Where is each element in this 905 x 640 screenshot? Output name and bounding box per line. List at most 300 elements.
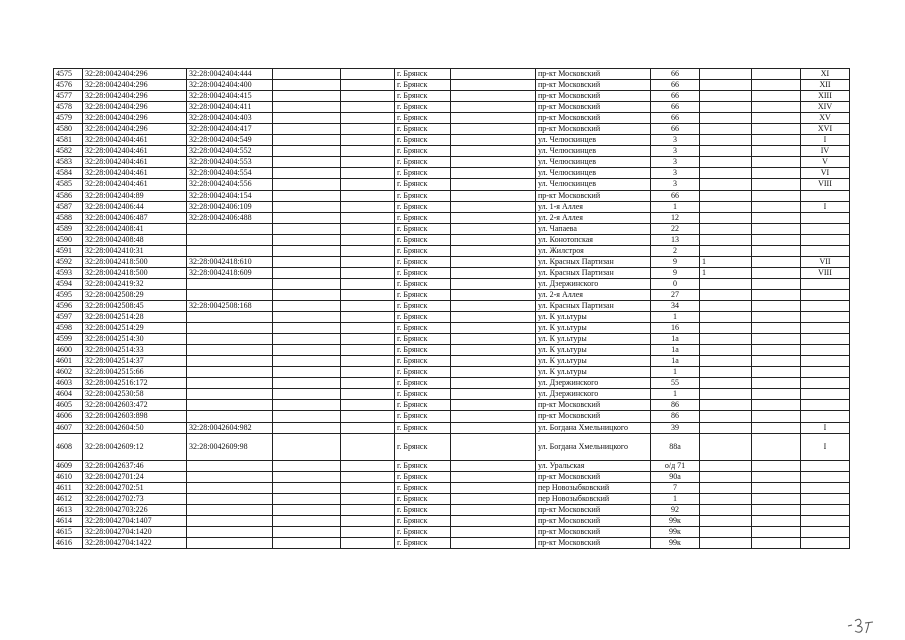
table-row xyxy=(54,433,850,460)
table-row xyxy=(54,312,850,323)
cell-col5 xyxy=(341,526,395,537)
cell-col11 xyxy=(752,411,801,422)
cell-col5 xyxy=(341,69,395,80)
cell-street: пр-кт Московский xyxy=(536,537,651,548)
cell-city: г. Брянск xyxy=(395,389,451,400)
cell-cadastral-parcel: 32:28:0042603:898 xyxy=(83,411,187,422)
cell-col10 xyxy=(700,300,752,311)
cell-house: 3 xyxy=(651,157,700,168)
cell-col4 xyxy=(273,80,341,91)
cell-cadastral-parcel: 32:28:0042603:472 xyxy=(83,400,187,411)
table-row xyxy=(54,80,850,91)
cell-house: 1а xyxy=(651,334,700,345)
cell-col7 xyxy=(451,471,536,482)
cell-col7 xyxy=(451,537,536,548)
cell-col4 xyxy=(273,135,341,146)
cell-street: ул. Красных Партизан xyxy=(536,267,651,278)
cell-cadastral-building xyxy=(187,378,273,389)
cell-cadastral-building: 32:28:0042404:417 xyxy=(187,124,273,135)
cell-house: о/д 71 xyxy=(651,460,700,471)
cell-house: 92 xyxy=(651,504,700,515)
cell-street: пр-кт Московский xyxy=(536,113,651,124)
cell-col11 xyxy=(752,124,801,135)
cell-col10 xyxy=(700,113,752,124)
cell-cadastral-building xyxy=(187,537,273,548)
table-row xyxy=(54,526,850,537)
cell-col4 xyxy=(273,433,341,460)
cell-cadastral-parcel: 32:28:0042404:296 xyxy=(83,124,187,135)
cell-col4 xyxy=(273,345,341,356)
table-row xyxy=(54,278,850,289)
cell-cadastral-building xyxy=(187,234,273,245)
cell-apartment: I xyxy=(801,201,850,212)
cell-cadastral-parcel: 32:28:0042702:51 xyxy=(83,482,187,493)
cell-col10 xyxy=(700,168,752,179)
cell-col7 xyxy=(451,124,536,135)
cell-col10 xyxy=(700,389,752,400)
cell-house: 27 xyxy=(651,289,700,300)
cell-city: г. Брянск xyxy=(395,345,451,356)
cell-col11 xyxy=(752,334,801,345)
cell-house: 99к xyxy=(651,537,700,548)
cell-cadastral-parcel: 32:28:0042406:44 xyxy=(83,201,187,212)
cell-col7 xyxy=(451,378,536,389)
cell-col10 xyxy=(700,504,752,515)
cell-apartment xyxy=(801,223,850,234)
cell-house: 1 xyxy=(651,389,700,400)
cell-col11 xyxy=(752,433,801,460)
cell-city: г. Брянск xyxy=(395,91,451,102)
cell-row-no: 4606 xyxy=(54,411,83,422)
cell-cadastral-parcel: 32:28:0042406:487 xyxy=(83,212,187,223)
cell-street: ул. Челюскинцев xyxy=(536,168,651,179)
cell-cadastral-building xyxy=(187,493,273,504)
cell-city: г. Брянск xyxy=(395,168,451,179)
cell-col11 xyxy=(752,245,801,256)
cell-col4 xyxy=(273,323,341,334)
cell-apartment xyxy=(801,482,850,493)
cell-house: 1а xyxy=(651,345,700,356)
cell-apartment: VI xyxy=(801,168,850,179)
cell-col7 xyxy=(451,422,536,433)
cell-row-no: 4576 xyxy=(54,80,83,91)
cell-city: г. Брянск xyxy=(395,278,451,289)
cell-row-no: 4610 xyxy=(54,471,83,482)
cell-col5 xyxy=(341,157,395,168)
cell-cadastral-building: 32:28:0042418:610 xyxy=(187,256,273,267)
cell-cadastral-parcel: 32:28:0042404:296 xyxy=(83,102,187,113)
cell-col4 xyxy=(273,256,341,267)
cell-city: г. Брянск xyxy=(395,504,451,515)
cell-cadastral-parcel: 32:28:0042404:296 xyxy=(83,113,187,124)
cell-cadastral-parcel: 32:28:0042508:29 xyxy=(83,289,187,300)
cell-col11 xyxy=(752,367,801,378)
cell-cadastral-building: 32:28:0042404:415 xyxy=(187,91,273,102)
cell-row-no: 4590 xyxy=(54,234,83,245)
cell-col7 xyxy=(451,482,536,493)
cell-city: г. Брянск xyxy=(395,422,451,433)
table-row xyxy=(54,411,850,422)
cell-house: 1 xyxy=(651,312,700,323)
cell-col10 xyxy=(700,334,752,345)
cell-col11 xyxy=(752,113,801,124)
cell-cadastral-parcel: 32:28:0042514:28 xyxy=(83,312,187,323)
cell-col5 xyxy=(341,537,395,548)
cell-street: ул. Челюскинцев xyxy=(536,179,651,190)
cell-col10 xyxy=(700,179,752,190)
cell-col7 xyxy=(451,212,536,223)
cell-cadastral-building: 32:28:0042508:168 xyxy=(187,300,273,311)
cell-city: г. Брянск xyxy=(395,201,451,212)
cell-apartment: XIII xyxy=(801,91,850,102)
cell-col5 xyxy=(341,345,395,356)
cell-row-no: 4587 xyxy=(54,201,83,212)
cell-col7 xyxy=(451,113,536,124)
cell-row-no: 4583 xyxy=(54,157,83,168)
cell-col4 xyxy=(273,471,341,482)
cell-col10 xyxy=(700,471,752,482)
cell-city: г. Брянск xyxy=(395,515,451,526)
cell-house: 66 xyxy=(651,69,700,80)
table-row xyxy=(54,256,850,267)
cell-col5 xyxy=(341,471,395,482)
cell-col11 xyxy=(752,168,801,179)
cell-col11 xyxy=(752,323,801,334)
cell-street: ул. К ул.ьтуры xyxy=(536,345,651,356)
cell-col5 xyxy=(341,289,395,300)
cell-street: пер Новозыбковский xyxy=(536,493,651,504)
handwritten-page-mark xyxy=(846,614,876,636)
cell-cadastral-building: 32:28:0042609:98 xyxy=(187,433,273,460)
cell-col11 xyxy=(752,201,801,212)
cell-col10 xyxy=(700,515,752,526)
cell-col7 xyxy=(451,245,536,256)
cell-col4 xyxy=(273,157,341,168)
cell-col5 xyxy=(341,323,395,334)
cell-city: г. Брянск xyxy=(395,323,451,334)
cell-col7 xyxy=(451,312,536,323)
cell-row-no: 4586 xyxy=(54,190,83,201)
cell-apartment xyxy=(801,300,850,311)
cell-row-no: 4597 xyxy=(54,312,83,323)
cell-row-no: 4599 xyxy=(54,334,83,345)
cell-col7 xyxy=(451,504,536,515)
cell-city: г. Брянск xyxy=(395,537,451,548)
cell-street: ул. Конотопская xyxy=(536,234,651,245)
cell-col4 xyxy=(273,201,341,212)
cell-col4 xyxy=(273,168,341,179)
cell-col5 xyxy=(341,124,395,135)
cell-col11 xyxy=(752,526,801,537)
cell-street: ул. К ул.ьтуры xyxy=(536,367,651,378)
cell-col10 xyxy=(700,323,752,334)
cell-col7 xyxy=(451,323,536,334)
cell-cadastral-parcel: 32:28:0042704:1420 xyxy=(83,526,187,537)
cell-street: ул. Дзержинского xyxy=(536,389,651,400)
cell-col11 xyxy=(752,378,801,389)
cell-city: г. Брянск xyxy=(395,234,451,245)
cell-cadastral-parcel: 32:28:0042516:172 xyxy=(83,378,187,389)
cell-col4 xyxy=(273,113,341,124)
cell-cadastral-building xyxy=(187,460,273,471)
cell-col11 xyxy=(752,389,801,400)
cell-col4 xyxy=(273,289,341,300)
cell-col5 xyxy=(341,356,395,367)
cell-apartment: XVI xyxy=(801,124,850,135)
table-row xyxy=(54,168,850,179)
cell-col10 xyxy=(700,190,752,201)
cell-col10: 1 xyxy=(700,256,752,267)
cell-col10 xyxy=(700,201,752,212)
cell-apartment: I xyxy=(801,422,850,433)
cell-cadastral-building xyxy=(187,389,273,400)
cell-city: г. Брянск xyxy=(395,300,451,311)
cell-cadastral-building: 32:28:0042404:553 xyxy=(187,157,273,168)
cell-col11 xyxy=(752,190,801,201)
table-row xyxy=(54,113,850,124)
cell-col7 xyxy=(451,515,536,526)
cell-col5 xyxy=(341,312,395,323)
cell-row-no: 4585 xyxy=(54,179,83,190)
cell-col11 xyxy=(752,537,801,548)
cell-col4 xyxy=(273,389,341,400)
cell-street: пр-кт Московский xyxy=(536,190,651,201)
cell-city: г. Брянск xyxy=(395,356,451,367)
cell-col11 xyxy=(752,289,801,300)
cell-col10 xyxy=(700,493,752,504)
cell-row-no: 4582 xyxy=(54,146,83,157)
cell-col7 xyxy=(451,234,536,245)
cell-col5 xyxy=(341,245,395,256)
cell-col10 xyxy=(700,212,752,223)
cell-col4 xyxy=(273,102,341,113)
cell-cadastral-parcel: 32:28:0042408:41 xyxy=(83,223,187,234)
cell-col11 xyxy=(752,471,801,482)
cell-cadastral-building xyxy=(187,356,273,367)
cell-city: г. Брянск xyxy=(395,190,451,201)
cell-cadastral-parcel: 32:28:0042703:226 xyxy=(83,504,187,515)
table-row xyxy=(54,146,850,157)
cell-col7 xyxy=(451,289,536,300)
cell-city: г. Брянск xyxy=(395,267,451,278)
cell-row-no: 4592 xyxy=(54,256,83,267)
cell-cadastral-parcel: 32:28:0042609:12 xyxy=(83,433,187,460)
cell-cadastral-building xyxy=(187,334,273,345)
cell-col10 xyxy=(700,278,752,289)
cell-street: пр-кт Московский xyxy=(536,80,651,91)
cell-cadastral-building: 32:28:0042404:556 xyxy=(187,179,273,190)
cell-col5 xyxy=(341,80,395,91)
cell-cadastral-building xyxy=(187,482,273,493)
cell-row-no: 4584 xyxy=(54,168,83,179)
cell-col10 xyxy=(700,526,752,537)
cell-house: 66 xyxy=(651,80,700,91)
cell-row-no: 4612 xyxy=(54,493,83,504)
cell-house: 1 xyxy=(651,201,700,212)
cell-apartment: XV xyxy=(801,113,850,124)
cell-col10 xyxy=(700,460,752,471)
cell-house: 66 xyxy=(651,113,700,124)
cell-apartment: XI xyxy=(801,69,850,80)
cell-col5 xyxy=(341,267,395,278)
cell-street: ул. Красных Партизан xyxy=(536,300,651,311)
cell-col4 xyxy=(273,356,341,367)
table-row xyxy=(54,422,850,433)
cell-cadastral-parcel: 32:28:0042404:461 xyxy=(83,135,187,146)
cell-row-no: 4575 xyxy=(54,69,83,80)
cell-col10 xyxy=(700,157,752,168)
cell-cadastral-building xyxy=(187,411,273,422)
cell-col5 xyxy=(341,179,395,190)
cell-col10 xyxy=(700,146,752,157)
cell-col5 xyxy=(341,411,395,422)
table-row xyxy=(54,245,850,256)
cell-col10 xyxy=(700,482,752,493)
cell-col10 xyxy=(700,356,752,367)
cell-street: пр-кт Московский xyxy=(536,515,651,526)
table-row xyxy=(54,367,850,378)
cell-col10 xyxy=(700,289,752,300)
cell-apartment xyxy=(801,504,850,515)
cell-col4 xyxy=(273,124,341,135)
cell-cadastral-building: 32:28:0042404:403 xyxy=(187,113,273,124)
table-row xyxy=(54,378,850,389)
cell-city: г. Брянск xyxy=(395,433,451,460)
table-row xyxy=(54,91,850,102)
cell-cadastral-parcel: 32:28:0042404:461 xyxy=(83,179,187,190)
cell-apartment xyxy=(801,356,850,367)
cell-col11 xyxy=(752,300,801,311)
cell-street: ул. Уральская xyxy=(536,460,651,471)
cell-street: ул. 1-я Аллея xyxy=(536,201,651,212)
cell-col10 xyxy=(700,69,752,80)
cell-apartment: I xyxy=(801,433,850,460)
cell-col4 xyxy=(273,91,341,102)
cell-col7 xyxy=(451,433,536,460)
table-row xyxy=(54,356,850,367)
cell-row-no: 4595 xyxy=(54,289,83,300)
table-row xyxy=(54,389,850,400)
cell-apartment: V xyxy=(801,157,850,168)
cell-house: 3 xyxy=(651,168,700,179)
cell-col10 xyxy=(700,367,752,378)
cell-house: 12 xyxy=(651,212,700,223)
table-row xyxy=(54,267,850,278)
cell-cadastral-building: 32:28:0042406:109 xyxy=(187,201,273,212)
cell-house: 9 xyxy=(651,267,700,278)
cell-row-no: 4605 xyxy=(54,400,83,411)
cell-apartment xyxy=(801,493,850,504)
cell-cadastral-parcel: 32:28:0042418:500 xyxy=(83,256,187,267)
cell-cadastral-building: 32:28:0042404:411 xyxy=(187,102,273,113)
cell-col5 xyxy=(341,400,395,411)
cell-row-no: 4604 xyxy=(54,389,83,400)
cell-col7 xyxy=(451,80,536,91)
cell-apartment: I xyxy=(801,135,850,146)
cell-col4 xyxy=(273,190,341,201)
cell-city: г. Брянск xyxy=(395,460,451,471)
cell-cadastral-parcel: 32:28:0042418:500 xyxy=(83,267,187,278)
cell-city: г. Брянск xyxy=(395,493,451,504)
cell-city: г. Брянск xyxy=(395,124,451,135)
cell-cadastral-parcel: 32:28:0042514:33 xyxy=(83,345,187,356)
cell-col5 xyxy=(341,378,395,389)
cell-apartment xyxy=(801,245,850,256)
cell-col4 xyxy=(273,278,341,289)
cell-col4 xyxy=(273,179,341,190)
cell-cadastral-building: 32:28:0042418:609 xyxy=(187,267,273,278)
cell-col10 xyxy=(700,245,752,256)
cell-street: ул. 2-я Аллея xyxy=(536,289,651,300)
cell-col4 xyxy=(273,267,341,278)
cell-col11 xyxy=(752,146,801,157)
cell-city: г. Брянск xyxy=(395,80,451,91)
cell-apartment xyxy=(801,537,850,548)
cell-apartment xyxy=(801,334,850,345)
cell-street: пр-кт Московский xyxy=(536,526,651,537)
cell-cadastral-building xyxy=(187,223,273,234)
cell-col5 xyxy=(341,515,395,526)
cell-city: г. Брянск xyxy=(395,334,451,345)
cell-cadastral-parcel: 32:28:0042404:296 xyxy=(83,69,187,80)
cell-row-no: 4580 xyxy=(54,124,83,135)
table-row xyxy=(54,102,850,113)
cell-city: г. Брянск xyxy=(395,482,451,493)
cell-col7 xyxy=(451,400,536,411)
cell-apartment xyxy=(801,460,850,471)
cell-col11 xyxy=(752,102,801,113)
cell-col4 xyxy=(273,460,341,471)
cell-col7 xyxy=(451,334,536,345)
cell-col11 xyxy=(752,267,801,278)
cell-apartment xyxy=(801,190,850,201)
cell-row-no: 4579 xyxy=(54,113,83,124)
cell-col4 xyxy=(273,504,341,515)
cell-street: пр-кт Московский xyxy=(536,411,651,422)
cell-house: 86 xyxy=(651,400,700,411)
cell-col4 xyxy=(273,245,341,256)
cell-col5 xyxy=(341,91,395,102)
cell-cadastral-parcel: 32:28:0042515:66 xyxy=(83,367,187,378)
cell-col5 xyxy=(341,278,395,289)
cell-col10 xyxy=(700,400,752,411)
cell-cadastral-building xyxy=(187,400,273,411)
cell-city: г. Брянск xyxy=(395,135,451,146)
cell-street: пр-кт Московский xyxy=(536,504,651,515)
cell-cadastral-parcel: 32:28:0042514:29 xyxy=(83,323,187,334)
cell-col4 xyxy=(273,411,341,422)
cell-row-no: 4615 xyxy=(54,526,83,537)
cell-col4 xyxy=(273,223,341,234)
cell-col11 xyxy=(752,356,801,367)
table-row xyxy=(54,537,850,548)
cell-city: г. Брянск xyxy=(395,212,451,223)
cell-col5 xyxy=(341,190,395,201)
cell-col10 xyxy=(700,223,752,234)
cell-col11 xyxy=(752,234,801,245)
table-row xyxy=(54,504,850,515)
cell-city: г. Брянск xyxy=(395,223,451,234)
cell-cadastral-parcel: 32:28:0042404:296 xyxy=(83,80,187,91)
cell-city: г. Брянск xyxy=(395,400,451,411)
cell-col4 xyxy=(273,367,341,378)
cell-apartment xyxy=(801,515,850,526)
cell-col11 xyxy=(752,400,801,411)
cell-row-no: 4603 xyxy=(54,378,83,389)
cell-house: 99к xyxy=(651,515,700,526)
cell-cadastral-parcel: 32:28:0042702:73 xyxy=(83,493,187,504)
table-row xyxy=(54,515,850,526)
